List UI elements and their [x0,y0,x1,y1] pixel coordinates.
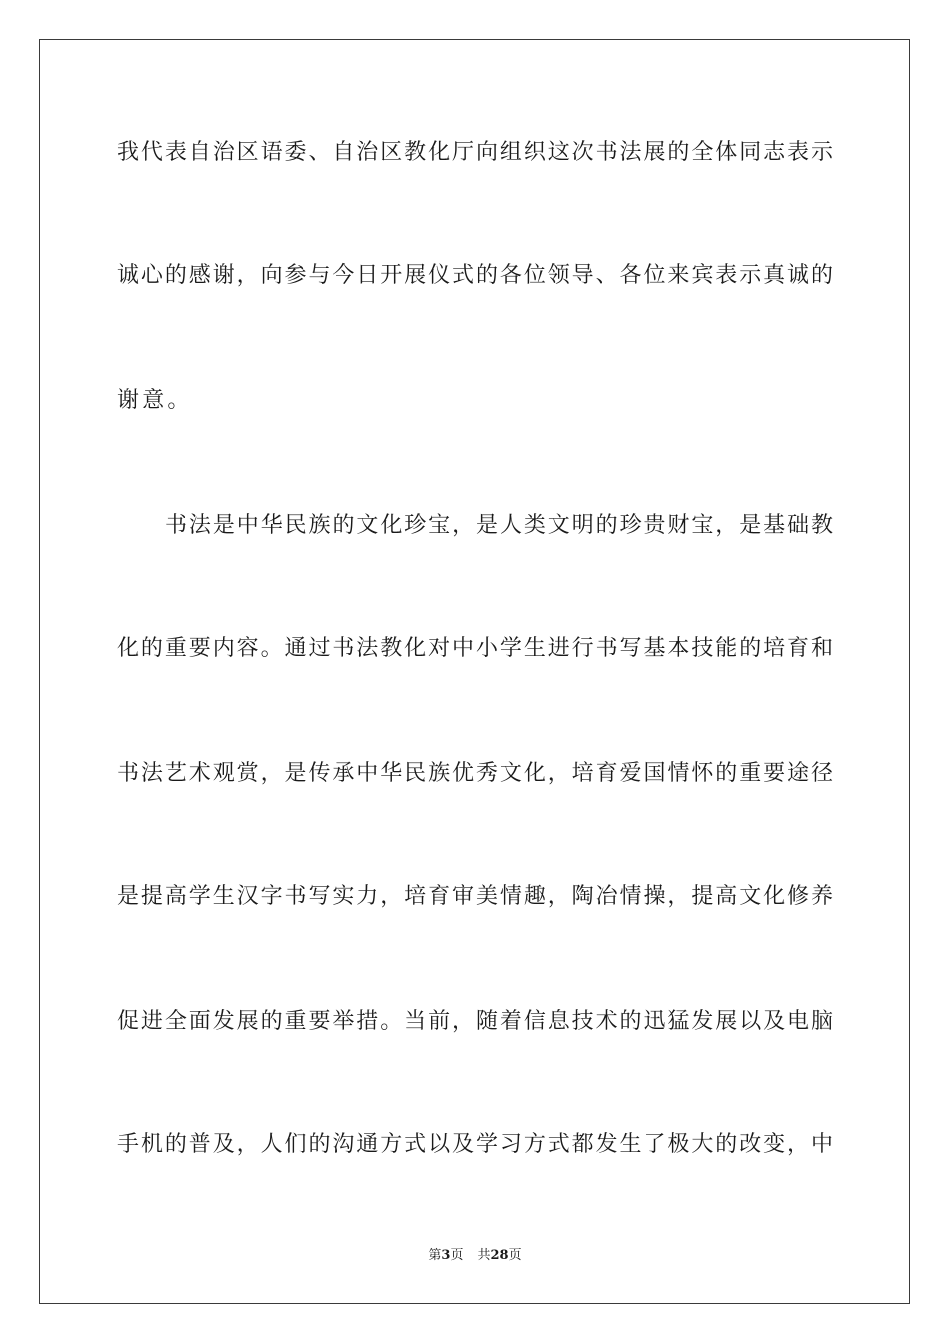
footer-page-prefix: 第 [428,1248,442,1263]
body-line-4: 书法是中华民族的文化珍宝，是人类文明的珍贵财宝，是基础教 [165,513,833,538]
page-footer [0,1248,950,1264]
footer-page-suffix: 页 [450,1248,464,1263]
body-line-5: 化的重要内容。通过书法教化对中小学生进行书写基本技能的培育和 [117,636,833,661]
body-line-6: 书法艺术观赏，是传承中华民族优秀文化，培育爱国情怀的重要途径 [117,761,833,786]
body-line-9: 手机的普及，人们的沟通方式以及学习方式都发生了极大的改变，中 [117,1132,833,1157]
footer-total-suffix: 页 [508,1248,522,1263]
page-border [39,39,910,1304]
body-line-2: 诚心的感谢，向参与今日开展仪式的各位领导、各位来宾表示真诚的 [117,263,833,288]
body-line-7: 是提高学生汉字书写实力，培育审美情趣，陶冶情操，提高文化修养 [117,884,833,909]
footer-page-total: 28 [490,1248,509,1263]
body-line-3: 谢意。 [117,388,193,413]
body-line-1: 我代表自治区语委、自治区教化厅向组织这次书法展的全体同志表示 [117,140,833,165]
footer-page-current: 3 [441,1248,451,1263]
footer-total-prefix: 共 [477,1248,491,1263]
body-line-8: 促进全面发展的重要举措。当前，随着信息技术的迅猛发展以及电脑 [117,1009,833,1034]
